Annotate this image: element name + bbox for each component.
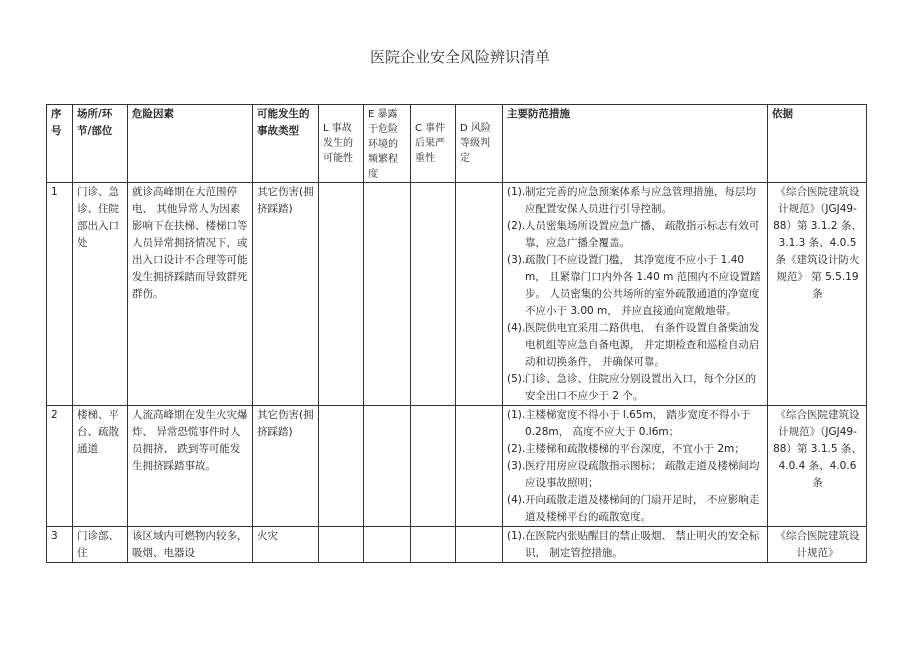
- measure-number: (4).: [507, 322, 526, 334]
- cell-hazard: 就诊高峰期在大范围停电、 其他异常人为因素影响下在扶梯、楼梯口等人员异常拥挤情况下，或出入口设计不合理等可能发生拥挤踩踏而导致群死群伤。: [128, 183, 253, 406]
- header-accident-type: 可能发生的事故类型: [253, 105, 319, 183]
- measure-text: 医疗用房应设疏散指示图标； 疏散走道及楼梯间均应设事故照明；: [525, 460, 760, 489]
- header-l: L 事故发生的可能性: [319, 105, 364, 183]
- cell-accident-type: 其它伤害(拥挤踩踏): [253, 406, 319, 527]
- cell-measures: [503, 527, 768, 563]
- measure-number: (5).: [507, 373, 526, 385]
- cell-no: 3: [47, 527, 73, 563]
- measure-item: [507, 218, 764, 252]
- cell-measures: [503, 406, 768, 527]
- measure-item: [507, 407, 764, 441]
- measure-number: (3).: [507, 460, 526, 472]
- table-row: [47, 183, 867, 406]
- header-e: E 暴露于危险环境的频繁程度: [364, 105, 411, 183]
- cell-d: [456, 406, 503, 527]
- measure-number: (2).: [507, 220, 526, 232]
- cell-l: [319, 527, 364, 563]
- page-title: 医院企业安全风险辨识清单: [369, 48, 550, 66]
- measure-text: 制定完善的应急预案体系与应急管理措施，每层均应配置安保人员进行引导控制。: [525, 186, 756, 215]
- measure-number: (1).: [507, 409, 526, 421]
- cell-l: [319, 406, 364, 527]
- measure-item: [507, 441, 764, 458]
- measure-text: 医院供电宜采用二路供电， 有条件设置自备柴油发电机组等应急自备电源， 并定期检查和巡检自动启动和切换条件， 并确保可靠。: [525, 322, 760, 368]
- cell-e: [364, 183, 411, 406]
- header-location: 场所/环节/部位: [73, 105, 128, 183]
- header-c: C 事件后果严重性: [411, 105, 456, 183]
- measure-item: [507, 458, 764, 492]
- measure-text: 疏散门不应设置门槛， 其净宽度不应小于 1.40 m， 且紧靠门口内外各 1.40 m 范围内不应设置踏步。 人员密集的公共场所的室外疏散通道的净宽度不应小于 3.00 m， 并应直接通向宽敞地带。: [525, 254, 761, 317]
- header-no: 序号: [47, 105, 73, 183]
- header-hazard: 危险因素: [128, 105, 253, 183]
- measures-list: [507, 407, 764, 526]
- cell-location: 门诊、急诊、住院部出入口处: [73, 183, 128, 406]
- cell-no: 1: [47, 183, 73, 406]
- measure-item: [507, 528, 764, 562]
- cell-d: [456, 527, 503, 563]
- measure-item: [507, 252, 764, 320]
- cell-c: [411, 183, 456, 406]
- cell-e: [364, 527, 411, 563]
- cell-c: [411, 527, 456, 563]
- risk-table: [46, 104, 867, 563]
- header-measures: 主要防范措施: [503, 105, 768, 183]
- table-row: [47, 406, 867, 527]
- measure-item: [507, 320, 764, 371]
- cell-location: 门诊部、住: [73, 527, 128, 563]
- cell-e: [364, 406, 411, 527]
- cell-basis: 《综合医院建筑设计规范》: [768, 527, 867, 563]
- measure-number: (1).: [507, 186, 526, 198]
- measure-number: (1).: [507, 530, 526, 542]
- cell-hazard: 该区域内可燃物内较多，吸烟、电器设: [128, 527, 253, 563]
- measure-item: [507, 184, 764, 218]
- measure-number: (2).: [507, 443, 526, 455]
- cell-basis: 《综合医院建筑设计规范》（JGJ49-88）第 3.1.2 条、3.1.3 条、4.0.5 条《建筑设计防火规范》 第 5.5.19 条: [768, 183, 867, 406]
- cell-c: [411, 406, 456, 527]
- cell-accident-type: 其它伤害(拥挤踩踏): [253, 183, 319, 406]
- measure-number: (3).: [507, 254, 526, 266]
- header-d: D 风险等级判定: [456, 105, 503, 183]
- cell-measures: [503, 183, 768, 406]
- measure-text: 在医院内张贴醒目的禁止吸烟、 禁止明火的安全标识， 制定管控措施。: [525, 530, 760, 559]
- cell-basis: 《综合医院建筑设计规范》（JGJ49-88）第 3.1.5 条、4.0.4 条、4.0.6 条: [768, 406, 867, 527]
- header-basis: 依据: [768, 105, 867, 183]
- measure-text: 开向疏散走道及楼梯间的门扇开足时， 不应影响走道及楼梯平台的疏散宽度。: [525, 494, 760, 523]
- measure-item: [507, 492, 764, 526]
- measure-text: 人员密集场所设置应急广播、 疏散指示标志有效可靠，应急广播全覆盖。: [525, 220, 760, 249]
- measure-text: 主楼梯宽度不得小于 l.65m， 踏步宽度不得小于 0.28m， 高度不应大于 0.l6m；: [525, 409, 751, 438]
- measure-text: 主楼梯和疏散楼梯的平台深度，不宜小于 2m；: [525, 443, 745, 455]
- cell-l: [319, 183, 364, 406]
- measure-text: 门诊、急诊、住院应分别设置出入口，每个分区的安全出口不应少于 2 个。: [525, 373, 756, 402]
- table-header-row: [47, 105, 867, 183]
- measures-list: [507, 528, 764, 562]
- measures-list: [507, 184, 764, 405]
- cell-d: [456, 183, 503, 406]
- measure-number: (4).: [507, 494, 526, 506]
- cell-hazard: 人流高峰期在发生火灾爆炸、 异常恐慌事件时人员拥挤、 跌到等可能发生拥挤踩踏事故。: [128, 406, 253, 527]
- cell-accident-type: 火灾: [253, 527, 319, 563]
- cell-location: 楼梯、平台、疏散通道: [73, 406, 128, 527]
- measure-item: [507, 371, 764, 405]
- cell-no: 2: [47, 406, 73, 527]
- table-row: [47, 527, 867, 563]
